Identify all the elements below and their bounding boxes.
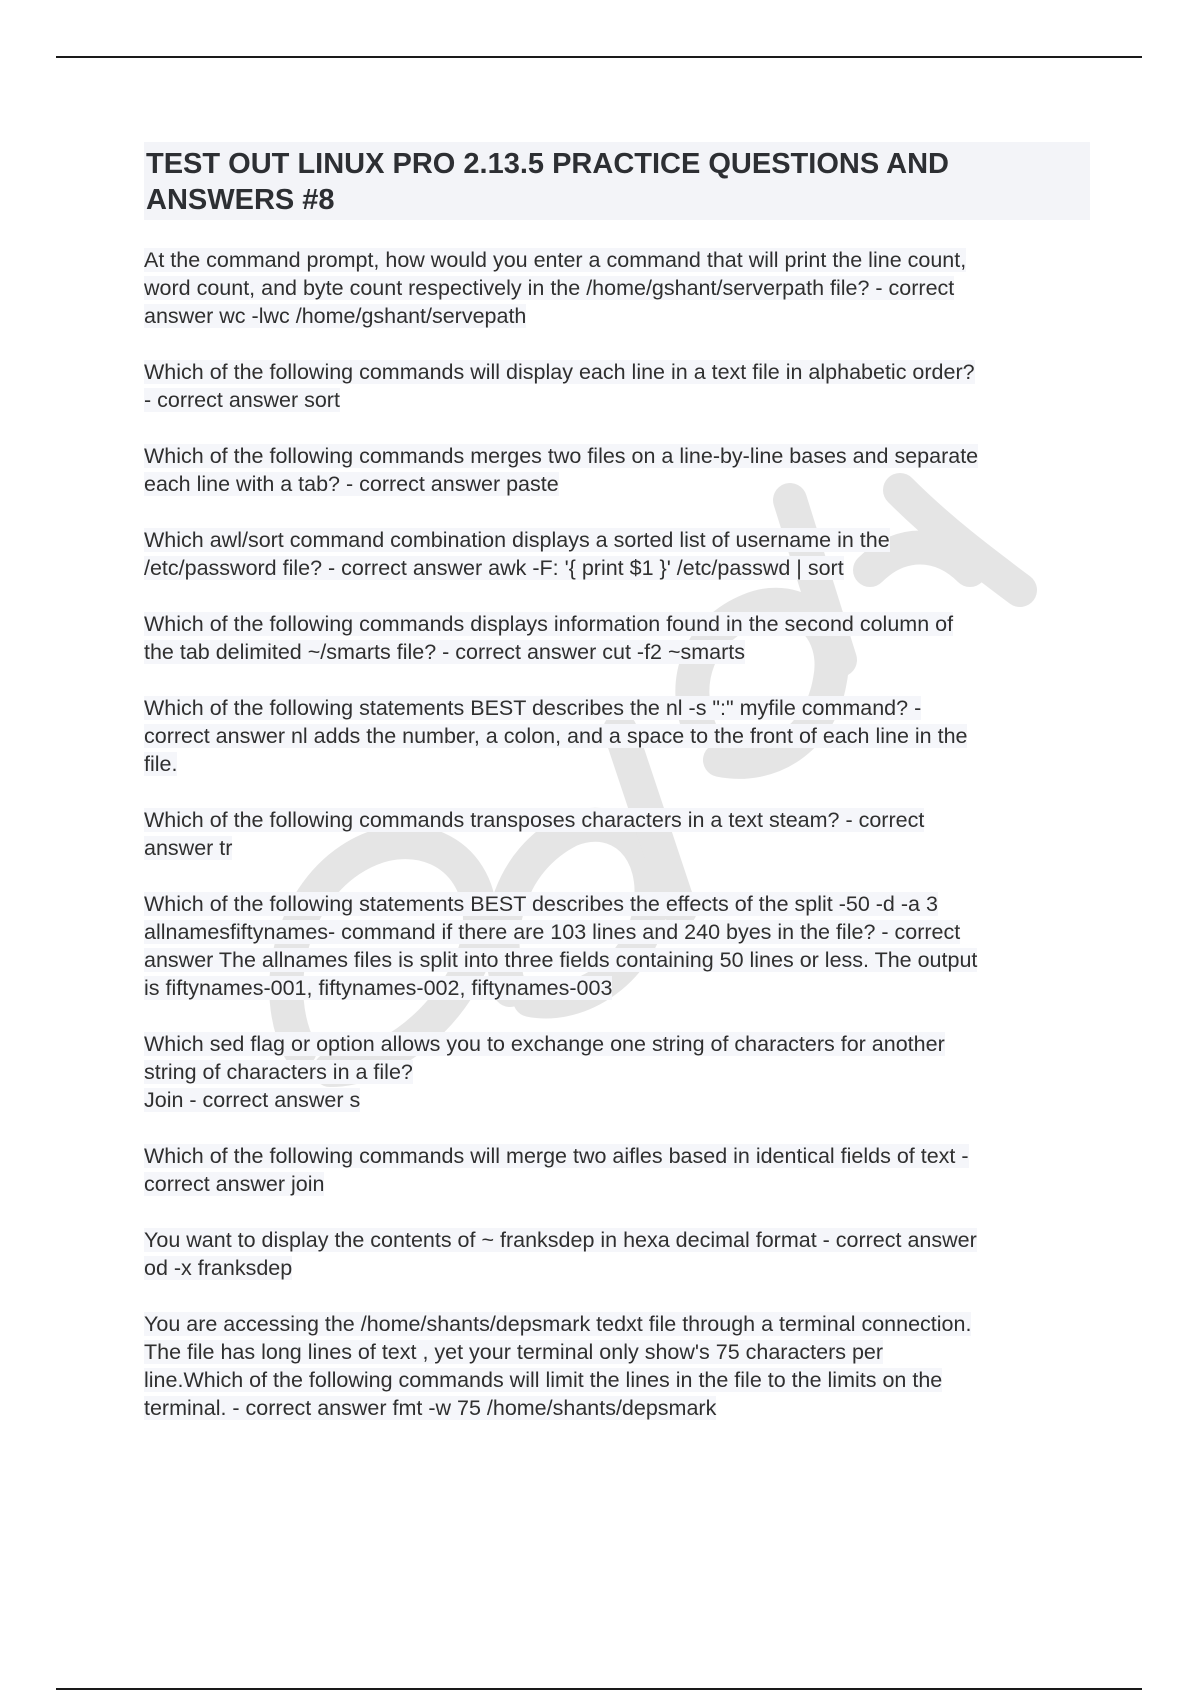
- qa-item: [144, 610, 1090, 666]
- qa-item: [144, 694, 1090, 778]
- qa-line-text: Which sed flag or option allows you to exchange one string of characters for another: [144, 1032, 945, 1056]
- qa-list: [144, 246, 1090, 1422]
- qa-line-text: the tab delimited ~/smarts file? - correct answer cut -f2 ~smarts: [144, 640, 746, 664]
- qa-line: [144, 694, 1090, 722]
- qa-line: [144, 638, 1090, 666]
- qa-line-text: Which of the following commands will merge two aifles based in identical fields of text -: [144, 1144, 969, 1168]
- qa-line-text: answer wc -lwc /home/gshant/servepath: [144, 304, 527, 328]
- qa-line: [144, 554, 1090, 582]
- qa-line-text: terminal. - correct answer fmt -w 75 /home/shants/depsmark: [144, 1396, 717, 1420]
- qa-line-text: Which awl/sort command combination displays a sorted list of username in the: [144, 528, 890, 552]
- qa-line: [144, 1394, 1090, 1422]
- qa-line-text: /etc/password file? - correct answer awk -F: '{ print $1 }' /etc/passwd | sort: [144, 556, 844, 580]
- qa-line: [144, 1310, 1090, 1338]
- qa-line: [144, 470, 1090, 498]
- qa-line-text: line.Which of the following commands will limit the lines in the file to the limits on the: [144, 1368, 943, 1392]
- qa-line-text: The file has long lines of text , yet your terminal only show's 75 characters per: [144, 1340, 884, 1364]
- qa-item: [144, 1310, 1090, 1422]
- qa-line-text: - correct answer sort: [144, 388, 340, 412]
- qa-line-text: You are accessing the /home/shants/depsmark tedxt file through a terminal connection.: [144, 1312, 972, 1336]
- qa-line: [144, 1142, 1090, 1170]
- top-rule: [56, 56, 1142, 58]
- qa-line: [144, 722, 1090, 750]
- qa-line-text: file.: [144, 752, 178, 776]
- qa-line-text: correct answer join: [144, 1172, 325, 1196]
- qa-line-text: Which of the following commands merges two files on a line-by-line bases and separate: [144, 444, 979, 468]
- qa-line-text: each line with a tab? - correct answer paste: [144, 472, 559, 496]
- qa-line: [144, 946, 1090, 974]
- qa-line: [144, 890, 1090, 918]
- qa-line-text: Which of the following commands transposes characters in a text steam? - correct: [144, 808, 925, 832]
- qa-line: [144, 806, 1090, 834]
- qa-line: [144, 834, 1090, 862]
- qa-line: [144, 1030, 1090, 1058]
- qa-line: [144, 1226, 1090, 1254]
- qa-line-text: Join - correct answer s: [144, 1088, 361, 1112]
- qa-line-text: Which of the following statements BEST describes the effects of the split -50 -d -a 3: [144, 892, 938, 916]
- qa-line: [144, 302, 1090, 330]
- qa-line: [144, 274, 1090, 302]
- page-title-line-1: TEST OUT LINUX PRO 2.13.5 PRACTICE QUESTIONS AND: [146, 148, 949, 180]
- qa-item: [144, 806, 1090, 862]
- qa-line-text: od -x franksdep: [144, 1256, 293, 1280]
- document-body: [144, 142, 1090, 1450]
- qa-item: [144, 442, 1090, 498]
- qa-line: [144, 386, 1090, 414]
- qa-line-text: allnamesfiftynames- command if there are 103 lines and 240 byes in the file? - correct: [144, 920, 961, 944]
- page-title: [144, 142, 1090, 220]
- qa-line-text: Which of the following commands will display each line in a text file in alphabetic order?: [144, 360, 975, 384]
- qa-line: [144, 1366, 1090, 1394]
- qa-line-text: You want to display the contents of ~ franksdep in hexa decimal format - correct answer: [144, 1228, 977, 1252]
- qa-line-text: correct answer nl adds the number, a colon, and a space to the front of each line in the: [144, 724, 968, 748]
- qa-item: [144, 1142, 1090, 1198]
- qa-line: [144, 1058, 1090, 1086]
- qa-item: [144, 358, 1090, 414]
- qa-line: [144, 750, 1090, 778]
- qa-line-text: Which of the following statements BEST describes the nl -s ":" myfile command? -: [144, 696, 922, 720]
- qa-line: [144, 1338, 1090, 1366]
- qa-line-text: string of characters in a file?: [144, 1060, 413, 1084]
- qa-item: [144, 890, 1090, 1002]
- qa-line: [144, 526, 1090, 554]
- qa-line-text: is fiftynames-001, fiftynames-002, fiftynames-003: [144, 976, 613, 1000]
- qa-line: [144, 358, 1090, 386]
- qa-line-text: answer The allnames files is split into three fields containing 50 lines or less. The output: [144, 948, 978, 972]
- qa-line: [144, 1086, 1090, 1114]
- qa-item: [144, 1030, 1090, 1114]
- qa-line: [144, 442, 1090, 470]
- qa-line-text: At the command prompt, how would you enter a command that will print the line count,: [144, 248, 967, 272]
- qa-line: [144, 1254, 1090, 1282]
- qa-line: [144, 610, 1090, 638]
- qa-line: [144, 246, 1090, 274]
- qa-line-text: word count, and byte count respectively in the /home/gshant/serverpath file? - correct: [144, 276, 955, 300]
- page-title-line-2: ANSWERS #8: [146, 184, 335, 216]
- qa-item: [144, 1226, 1090, 1282]
- bottom-rule: [56, 1688, 1142, 1690]
- qa-line-text: answer tr: [144, 836, 233, 860]
- qa-item: [144, 526, 1090, 582]
- qa-line: [144, 918, 1090, 946]
- qa-item: [144, 246, 1090, 330]
- qa-line: [144, 974, 1090, 1002]
- qa-line: [144, 1170, 1090, 1198]
- qa-line-text: Which of the following commands displays information found in the second column of: [144, 612, 954, 636]
